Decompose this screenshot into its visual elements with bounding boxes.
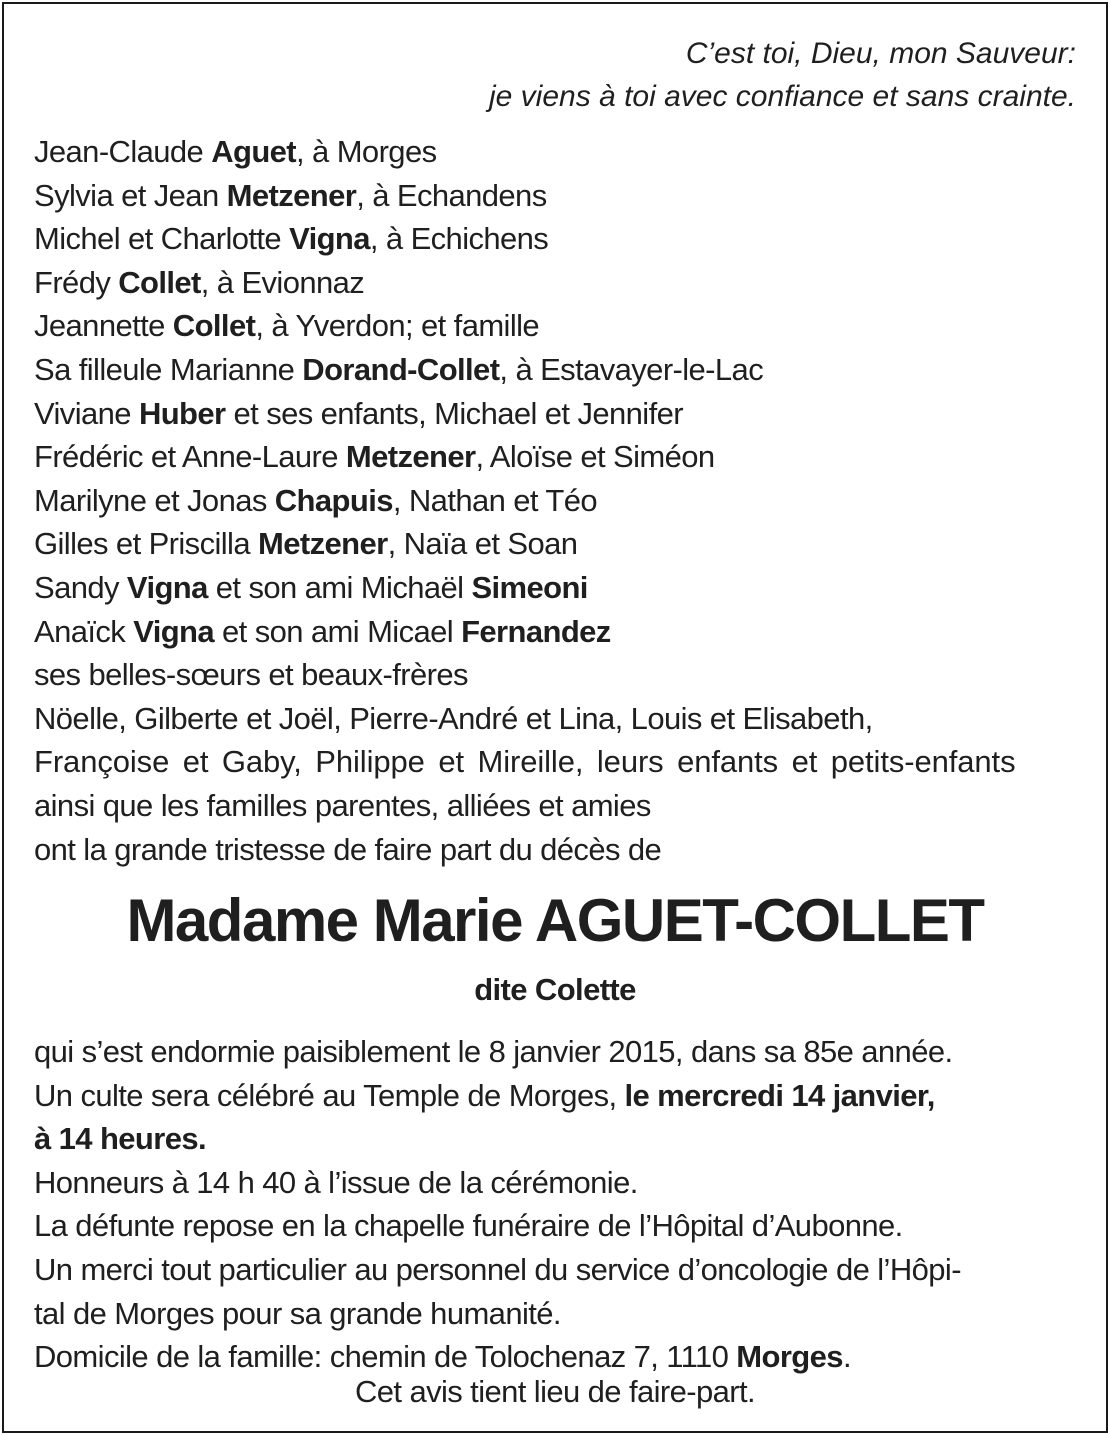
family-line	[34, 261, 1015, 305]
passing-line: qui s’est endormie paisiblement le 8 janvier 2015, dans sa 85e année.	[34, 1034, 953, 1069]
family-member-given: Viviane	[34, 395, 139, 431]
service-time: à 14 heures.	[34, 1121, 207, 1157]
relatives-line: Nöelle, Gilberte et Joël, Pierre-André et Lina, Louis et Elisabeth,	[34, 700, 873, 736]
family-line	[34, 566, 1015, 610]
family-member-surname: Metzener	[258, 526, 388, 562]
family-member-place: , à Evionnaz	[200, 264, 365, 300]
family-member-surname: Vigna	[289, 221, 370, 257]
family-member-partner-surname: Fernandez	[461, 613, 611, 649]
family-line	[34, 392, 1015, 436]
relatives-line: ses belles-sœurs et beaux-frères	[34, 657, 468, 693]
family-member-place: et ses enfants, Michael et Jennifer	[225, 395, 683, 431]
thanks-line: tal de Morges pour sa grande humanité.	[34, 1295, 561, 1331]
family-member-surname: Metzener	[345, 439, 476, 475]
family-member-place: , à Morges	[296, 134, 437, 169]
obituary-notice	[2, 2, 1108, 1433]
domicile-address: Domicile de la famille: chemin de Tolochenaz 7, 1110	[34, 1339, 737, 1375]
relatives-line: Françoise et Gaby, Philippe et Mireille, leurs enfants et petits-enfants	[34, 744, 1016, 780]
family-member-surname: Dorand-Collet	[302, 351, 500, 387]
family-member-place: , Nathan et Téo	[392, 482, 597, 518]
family-member-given: Sa filleule Marianne	[34, 351, 303, 387]
family-member-surname: Vigna	[126, 569, 208, 605]
closing-line: Cet avis tient lieu de faire-part.	[354, 1374, 756, 1409]
family-member-given: Marilyne et Jonas	[34, 482, 275, 518]
family-member-given: Frédy	[34, 264, 119, 300]
family-line	[34, 522, 1015, 566]
family-member-surname: Collet	[118, 264, 201, 300]
epigraph-line: je viens à toi avec confiance et sans crainte.	[489, 80, 1076, 113]
epigraph-quote	[489, 32, 1076, 118]
family-member-partner-surname: Simeoni	[471, 569, 588, 605]
deceased-name: Madame Marie AGUET-COLLET	[126, 887, 984, 954]
family-member-place: , à Estavayer-le-Lac	[499, 351, 764, 387]
family-member-given: Jean-Claude	[34, 134, 212, 169]
family-line	[34, 610, 1015, 654]
family-member-surname: Vigna	[133, 613, 215, 649]
honours-line: Honneurs à 14 h 40 à l’issue de la cérémonie.	[34, 1164, 638, 1200]
family-member-surname: Aguet	[211, 134, 297, 169]
relatives-line: ainsi que les familles parentes, alliées et amies	[34, 787, 651, 823]
family-member-given: Michel et Charlotte	[34, 221, 290, 257]
family-member-surname: Collet	[172, 308, 256, 344]
family-member-surname: Chapuis	[274, 482, 393, 518]
family-line	[34, 479, 1015, 523]
family-member-given: Jeannette	[34, 308, 173, 344]
family-line	[34, 130, 1015, 174]
family-member-place: , Naïa et Soan	[387, 526, 578, 562]
service-line	[34, 1074, 961, 1118]
family-list	[34, 130, 1015, 871]
deceased-nickname: dite Colette	[474, 972, 636, 1007]
family-member-place: , à Yverdon; et famille	[255, 308, 540, 344]
family-member-given: Sylvia et Jean	[34, 177, 227, 213]
family-member-given: Gilles et Priscilla	[34, 526, 258, 562]
epigraph-line: C’est toi, Dieu, mon Sauveur:	[685, 37, 1076, 70]
family-member-surname: Huber	[138, 395, 226, 431]
announcement-line: ont la grande tristesse de faire part du décès de	[34, 831, 662, 867]
family-member-given: Anaïck	[34, 613, 134, 649]
thanks-line: Un merci tout particulier au personnel du service d’oncologie de l’Hôpi-	[34, 1251, 961, 1287]
family-member-given: Frédéric et Anne-Laure	[34, 439, 346, 475]
family-member-given: Sandy	[34, 569, 127, 605]
family-member-place: , à Echandens	[356, 177, 547, 213]
family-member-place: , Aloïse et Siméon	[475, 439, 715, 475]
family-line	[34, 174, 1015, 218]
rests-line: La défunte repose en la chapelle funéraire de l’Hôpital d’Aubonne.	[34, 1208, 903, 1244]
service-location: Un culte sera célébré au Temple de Morges,	[34, 1077, 625, 1113]
funeral-details	[34, 1030, 961, 1379]
family-member-surname: Metzener	[226, 177, 357, 213]
family-line	[34, 435, 1015, 479]
family-member-partner: et son ami Micael	[214, 613, 462, 649]
service-time-line	[34, 1117, 961, 1161]
domicile-end: .	[842, 1339, 851, 1375]
domicile-town: Morges	[736, 1339, 843, 1375]
service-date: le mercredi 14 janvier,	[624, 1077, 935, 1113]
family-line	[34, 217, 1015, 261]
family-member-place: , à Echichens	[369, 221, 549, 257]
family-line	[34, 348, 1015, 392]
family-member-partner: et son ami Michaël	[207, 569, 472, 605]
family-line	[34, 304, 1015, 348]
